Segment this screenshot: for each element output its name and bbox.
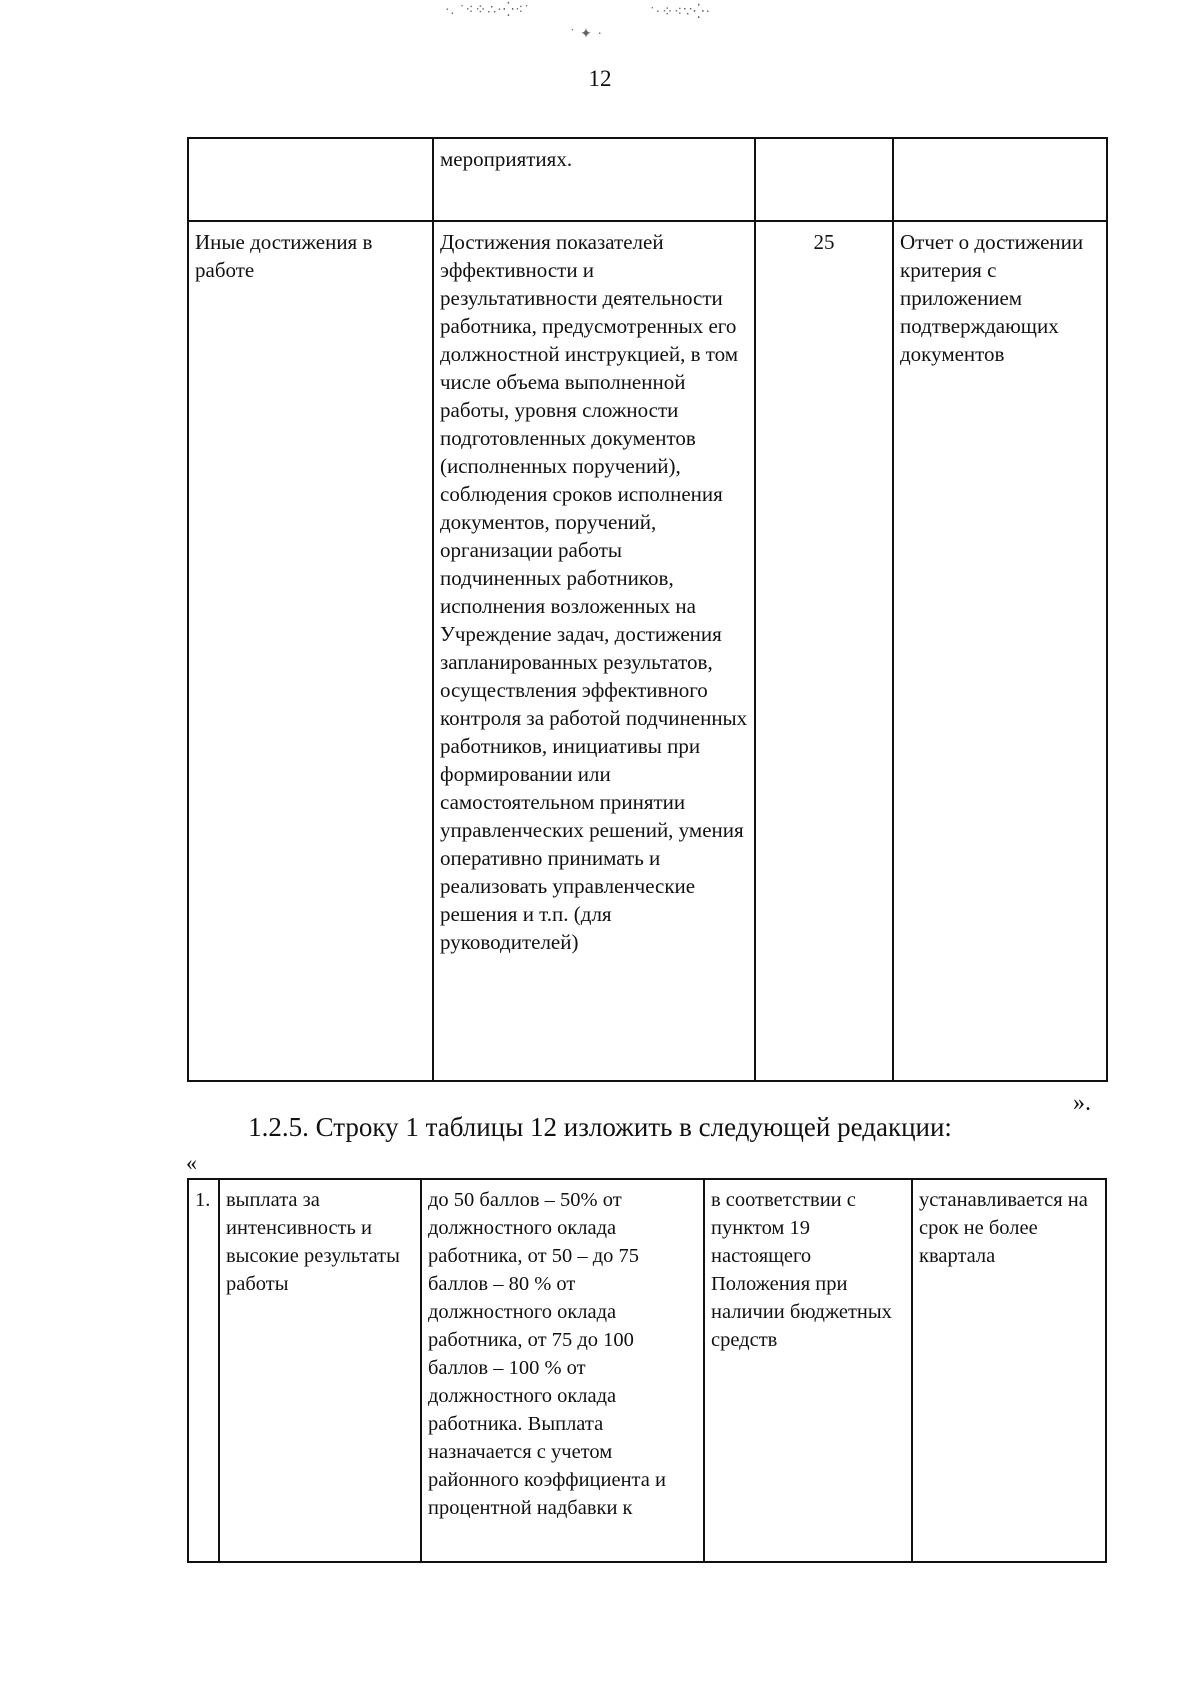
page-number: 12 [588, 66, 612, 91]
closing-quote: ». [1073, 1090, 1091, 1116]
table-cell: мероприятиях. [433, 138, 755, 221]
criteria-table [187, 137, 1108, 1082]
payment-amount: до 50 баллов – 50% от должностного оклада работника, от 50 – до 75 баллов – 80 % от должностного оклада работника, от 75 до 100 баллов – 100 % от должностного оклада работника. Выплата назначается с учетом районного коэффициента и процентной надбавки к [421, 1179, 704, 1562]
criterion-name: Иные достижения в работе [188, 221, 433, 1081]
criterion-document: Отчет о достижении критерия с приложением подтверждающих документов [893, 221, 1107, 1081]
payment-condition: в соответствии с пунктом 19 настоящего Положения при наличии бюджетных средств [704, 1179, 912, 1562]
payment-table [187, 1178, 1107, 1563]
payment-name: выплата за интенсивность и высокие результаты работы [219, 1179, 421, 1562]
table-row [188, 221, 1107, 1081]
table-cell [188, 138, 433, 221]
scan-artifact-mark: ˙ ✦ · [570, 27, 604, 42]
table-cell [893, 138, 1107, 221]
scan-artifact-mark: ˙·⁘⁖∵⁛· [650, 5, 711, 20]
payment-term: устанавливается на срок не более квартала [912, 1179, 1106, 1562]
criterion-description: Достижения показателей эффективности и результативности деятельности работника, предусмотренных его должностной инструкцией, в том числе объема выполненной работы, уровня сложности подготовленных документов (исполненных поручений), соблюдения сроков исполнения документов, поручений, организации работы подчиненных работников, исполнения возложенных на Учреждение задач, достижения запланированных результатов, осуществления эффективного контроля за работой подчиненных работников, инициативы при формировании или самостоятельном принятии управленческих решений, умения оперативно принимать и реализовать управленческие решения и т.п. (для руководителей) [433, 221, 755, 1081]
row-number: 1. [188, 1179, 219, 1562]
table-cell [755, 138, 893, 221]
table-row [188, 1179, 1106, 1562]
criterion-points: 25 [755, 221, 893, 1081]
opening-quote: « [186, 1150, 197, 1175]
table-row [188, 138, 1107, 221]
scan-artifact-mark: ·. ˙⁖⁘∴·⁛⁖˙ [445, 3, 530, 18]
section-heading: 1.2.5. Строку 1 таблицы 12 изложить в следующей редакции: [248, 1112, 952, 1142]
